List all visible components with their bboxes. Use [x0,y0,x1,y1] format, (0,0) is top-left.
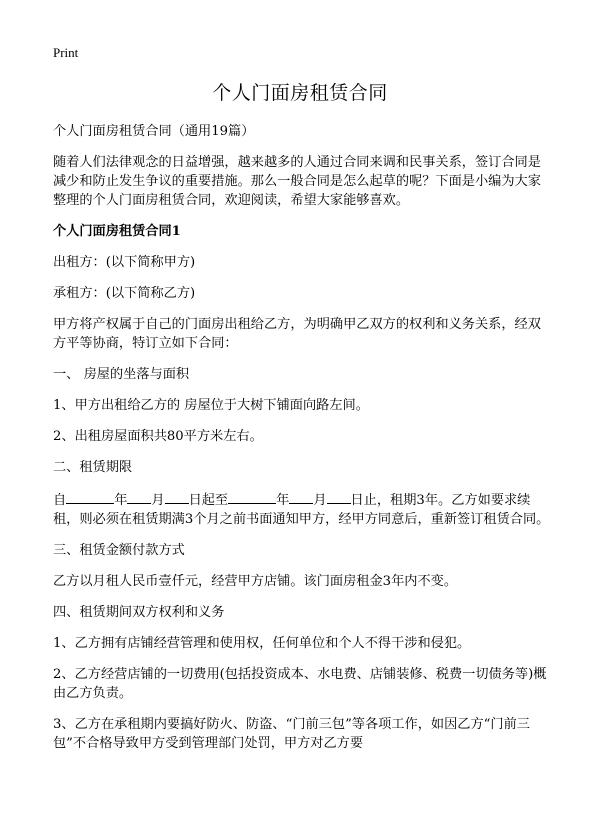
clause-2-text [53,489,553,529]
party-b-line: 承租方：(以下简称乙方) [53,286,196,301]
blank-underline [327,489,351,504]
clause-4-item-1: 1、乙方拥有店铺经营管理和使用权，任何单位和个人不得干涉和侵犯。 [53,636,471,651]
blank-underline [127,489,151,504]
clause-4-title: 四、租赁期间双方权利和义务 [53,605,225,620]
clause-4-item-3: 3、乙方在承租期内要搞好防火、防盗、“门前三包”等各项工作，如因乙方“门前三包”不合格导致甲方受到管理部门处罚，甲方对乙方要 [53,717,530,751]
clause-2-month1: 月 [151,493,165,508]
clause-4-item-2: 2、乙方经营店铺的一切费用(包括投资成本、水电费、店铺装修、税费一切债务等)概由乙方负责。 [53,667,547,701]
clause-2-year1: 年 [114,493,128,508]
party-a-line: 出租方：(以下简称甲方) [53,255,196,270]
clause-2-month2: 月 [313,493,327,508]
document-title: 个人门面房租赁合同 [212,82,388,104]
clause-2-rest: 日止，租期3年。乙方如要求续租，则必须在租赁期满3个月之前书面通知甲方，经甲方同意后，重新签订租赁合同。 [53,493,550,527]
intro-paragraph: 随着人们法律观念的日益增强，越来越多的人通过合同来调和民事关系，签订合同是减少和防止发生争议的重要措施。那么一般合同是怎么起草的呢？下面是小编为大家整理的个人门面房租赁合同，欢迎阅读，希望大家能够喜欢。 [53,155,541,208]
clause-1-item-1: 1、甲方出租给乙方的 房屋位于大树下铺面向路左间。 [53,398,369,413]
blank-underline [66,489,114,504]
clause-3-text: 乙方以月租人民币壹仟元，经营甲方店铺。该门面房租金3年内不变。 [53,574,458,589]
clause-2-day1: 日起至 [188,493,229,508]
clause-3-title: 三、租赁金额付款方式 [53,543,185,558]
print-link[interactable]: Print [53,45,79,60]
blank-underline [289,489,313,504]
section-heading: 个人门面房租赁合同1 [53,224,181,239]
clause-1-item-2: 2、出租房屋面积共80平方米左右。 [53,429,263,444]
clause-2-year2: 年 [276,493,290,508]
clause-2-title: 二、租赁期限 [53,460,133,475]
blank-underline [165,489,189,504]
clause-2-from: 自 [53,493,67,508]
preamble-paragraph: 甲方将产权属于自己的门面房出租给乙方，为明确甲乙双方的权利和义务关系，经双方平等协商，特订立如下合同： [53,317,541,351]
blank-underline [228,489,276,504]
document-subtitle: 个人门面房租赁合同（通用19篇） [53,124,255,139]
clause-1-title: 一、 房屋的坐落与面积 [53,367,190,382]
document-body [53,122,553,765]
